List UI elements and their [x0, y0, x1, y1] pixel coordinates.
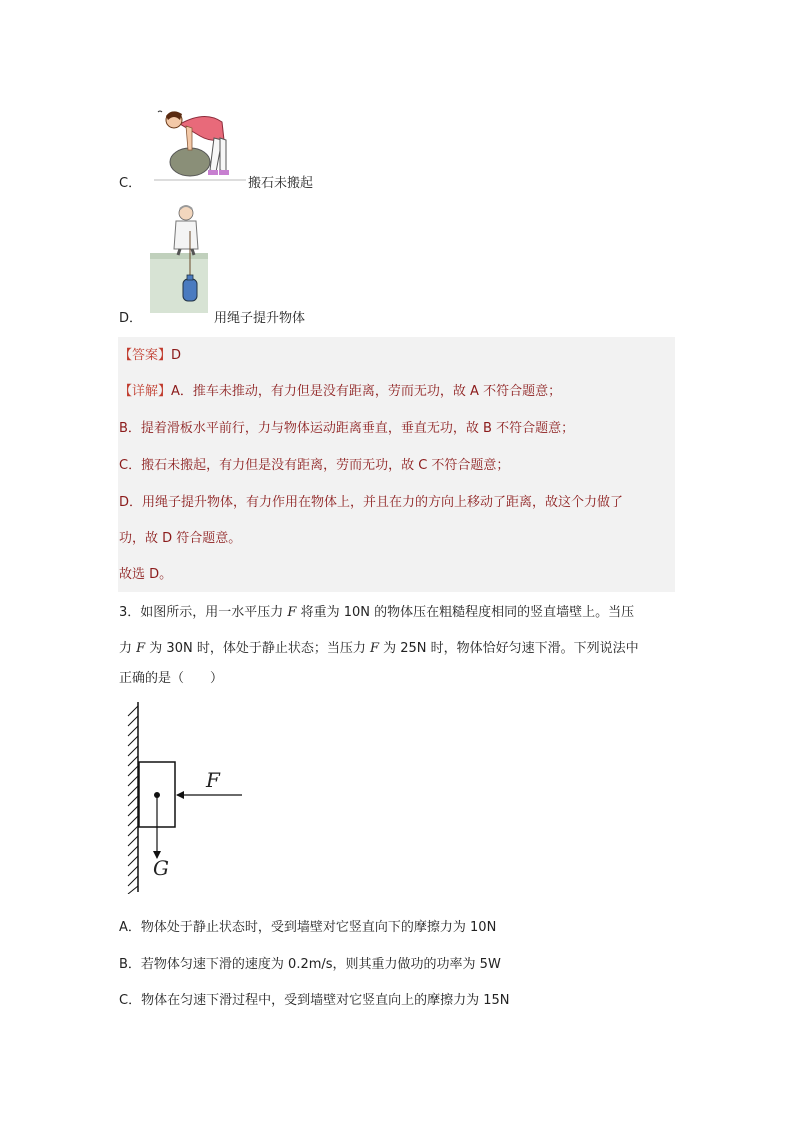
wall-hatching — [128, 706, 138, 894]
question3-text-1b: 将重为 10N 的物体压在粗糙程度相同的竖直墙壁上。当压 — [296, 605, 635, 620]
detail-line-1 — [119, 380, 561, 399]
option-d-label: D． — [119, 311, 143, 326]
choice-c: C．物体在匀速下滑过程中，受到墙壁对它竖直向上的摩擦力为 15N — [119, 993, 510, 1008]
option-c-illustration — [150, 100, 250, 184]
answer-value: D — [171, 348, 182, 363]
choice-a: A．物体处于静止状态时，受到墙壁对它竖直向下的摩擦力为 10N — [119, 920, 497, 935]
woman-lifting-stone-image — [150, 100, 250, 184]
man-lifting-object-image — [150, 203, 210, 313]
question3-text-2b: 为 30N 时，体处于静止状态；当压力 — [145, 641, 370, 656]
force-label: F — [206, 768, 220, 792]
detail-line-5: 功，故 D 符合题意。 — [119, 531, 242, 546]
option-d-caption: 用绳子提升物体 — [214, 311, 306, 326]
detail-line-2: B．提着滑板水平前行，力与物体运动距离垂直，垂直无功，故 B 不符合题意； — [119, 421, 575, 436]
choice-b: B．若物体匀速下滑的速度为 0.2m/s，则其重力做功的功率为 5W — [119, 957, 501, 972]
question3-line-1 — [119, 601, 634, 620]
gravity-label: G — [153, 856, 169, 880]
detail-line-4: D．用绳子提升物体，有力作用在物体上，并且在力的方向上移动了距离，故这个力做了 — [119, 495, 624, 510]
question3-var-f-3: F — [369, 641, 379, 656]
question3-var-f-1: F — [287, 605, 297, 620]
option-d-illustration — [150, 203, 210, 313]
question3-line-3: 正确的是（ ） — [119, 671, 224, 686]
question3-var-f-2: F — [136, 641, 146, 656]
force-diagram — [120, 700, 250, 894]
answer-tag: 【答案】 — [119, 348, 172, 363]
question3-text-1a: 3．如图所示，用一水平压力 — [119, 605, 288, 620]
question3-line-2 — [119, 637, 639, 656]
detail-line-6: 故选 D。 — [119, 567, 173, 582]
detail-tag: 【详解】 — [119, 384, 172, 399]
question3-text-2a: 力 — [119, 641, 137, 656]
option-c-label: C． — [119, 176, 142, 191]
question3-text-2c: 为 25N 时，物体恰好匀速下滑。下列说法中 — [379, 641, 639, 656]
answer-line — [119, 344, 181, 363]
option-c-caption: 搬石未搬起 — [248, 176, 314, 191]
detail-line-3: C．搬石未搬起，有力但是没有距离，劳而无功，故 C 不符合题意； — [119, 458, 510, 473]
detail-text-1: A．推车未推动，有力但是没有距离，劳而无功，故 A 不符合题意； — [171, 384, 562, 399]
